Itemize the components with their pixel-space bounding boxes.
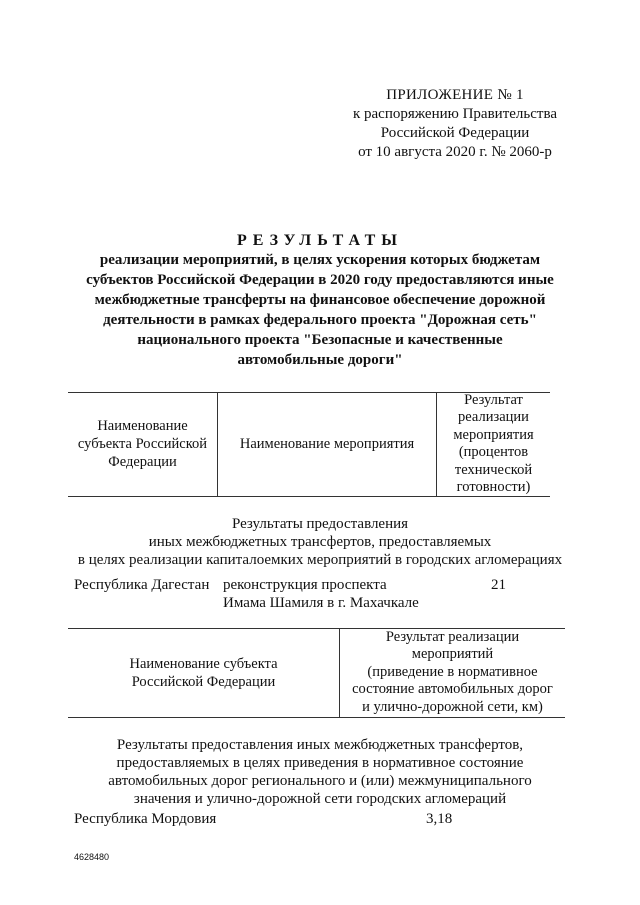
header-text: и улично-дорожной сети, км): [362, 698, 543, 715]
subtitle-line: межбюджетные трансферты на финансовое обеспечение дорожной: [94, 292, 546, 308]
table2-col-result: [340, 628, 565, 717]
section-line: иных межбюджетных трансфертов, предоставляемых: [148, 534, 492, 550]
header-text: Российской Федерации: [131, 673, 276, 690]
appendix-header: [330, 86, 580, 162]
table2-header: [68, 628, 565, 718]
subtitle-line: национального проекта "Безопасные и качественные: [137, 332, 503, 348]
table1-col-event: [218, 392, 436, 496]
section-line: предоставляемых в целях приведения в нормативное состояние: [116, 755, 524, 771]
header-text: Результат реализации: [385, 628, 520, 645]
header-text: Результат: [464, 391, 523, 408]
header-text: Наименование субъекта: [129, 655, 278, 672]
table1-col-region: [68, 392, 217, 496]
section-line: значения и улично-дорожной сети городских агломераций: [133, 791, 507, 807]
header-text: (приведение в нормативное: [367, 663, 538, 680]
document-subtitle: [70, 250, 570, 370]
header-text: Федерации: [108, 454, 177, 470]
section-line: в целях реализации капиталоемких мероприятий в городских агломерациях: [77, 552, 563, 568]
document-title: РЕЗУЛЬТАТЫ: [236, 232, 404, 249]
document-code: 4628480: [74, 852, 110, 862]
row2-value: 3,18: [426, 811, 453, 827]
row1-event: [223, 576, 419, 612]
section-line: Результаты предоставления иных межбюджетных трансфертов,: [116, 737, 524, 753]
section-line: Результаты предоставления: [231, 516, 409, 532]
subtitle-line: реализации мероприятий, в целях ускорения которых бюджетам: [99, 252, 541, 268]
header-text: Наименование: [97, 418, 188, 434]
header-text: готовности): [456, 479, 531, 495]
subtitle-line: автомобильные дороги": [237, 352, 403, 368]
section1-heading: [60, 515, 580, 569]
section2-heading: [60, 736, 580, 808]
table1-col-result: [437, 392, 550, 496]
section-line: автомобильных дорог регионального и (или) межмуниципального: [108, 773, 532, 789]
event-line: Имама Шамиля в г. Махачкале: [223, 595, 419, 611]
subtitle-line: деятельности в рамках федерального проекта "Дорожная сеть": [103, 312, 537, 328]
appendix-line-3: Российской Федерации: [380, 125, 530, 141]
header-text: (процентов: [458, 444, 529, 460]
table2-col-region: [68, 628, 339, 717]
header-text: мероприятия: [453, 426, 534, 443]
table1-header: [68, 392, 550, 497]
header-text: технической: [454, 461, 533, 478]
row1-value: 21: [491, 577, 506, 593]
row2-region: Республика Мордовия: [74, 811, 217, 827]
appendix-date: от 10 августа 2020 г. № 2060-р: [358, 144, 552, 160]
subtitle-line: субъектов Российской Федерации в 2020 году предоставляются иные: [86, 272, 554, 288]
header-text: субъекта Российской: [77, 436, 208, 452]
header-text: состояние автомобильных дорог: [352, 681, 553, 698]
header-text: реализации: [458, 409, 529, 425]
table-rule: [68, 717, 565, 718]
appendix-line-2: к распоряжению Правительства: [352, 106, 557, 122]
header-text: мероприятий: [411, 646, 494, 663]
row1-region: Республика Дагестан: [74, 577, 210, 593]
appendix-title: ПРИЛОЖЕНИЕ № 1: [386, 87, 524, 103]
event-line: реконструкция проспекта: [223, 577, 387, 593]
header-text: Наименование мероприятия: [239, 436, 415, 452]
